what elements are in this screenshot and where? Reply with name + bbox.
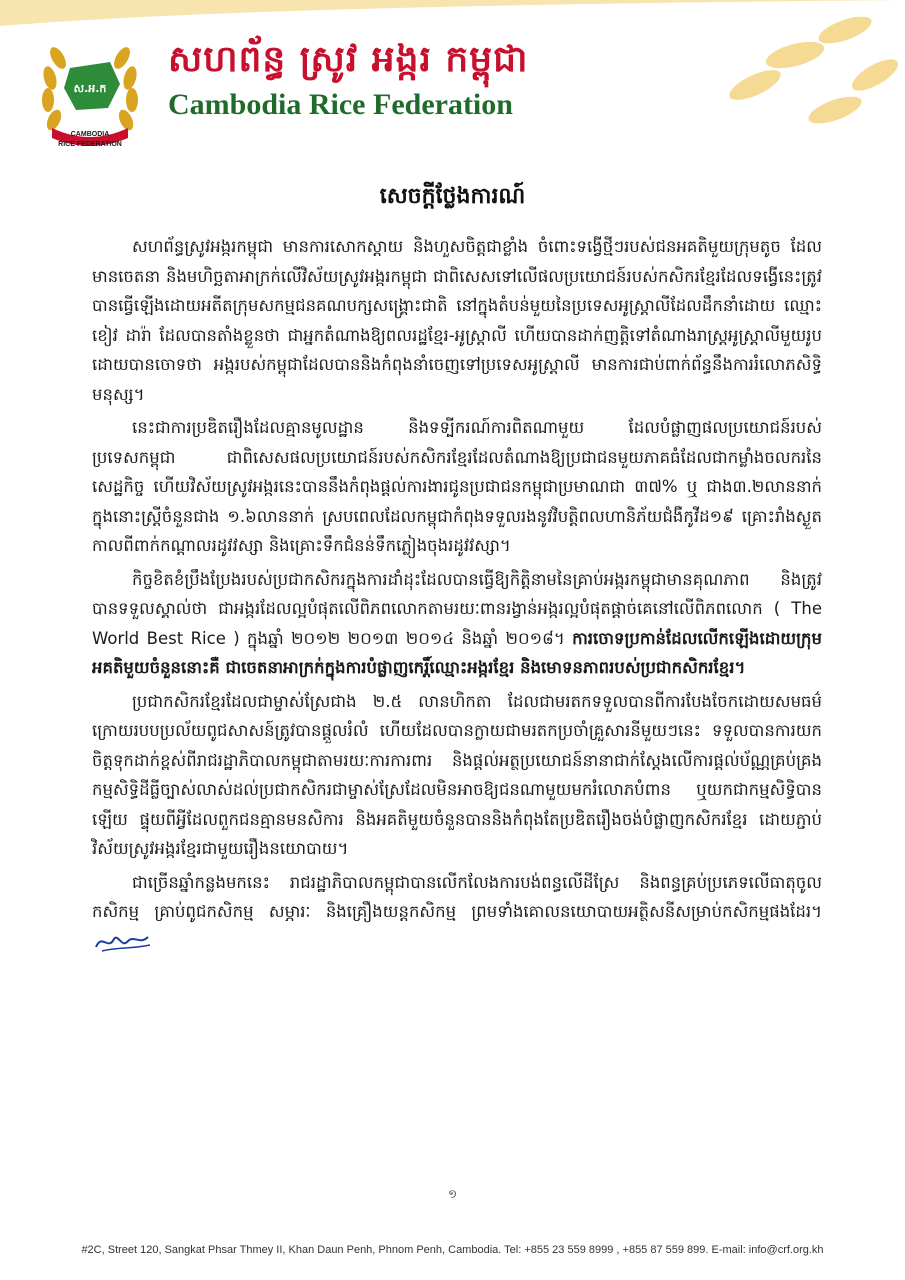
rice-stalk-decoration: [645, 0, 905, 150]
paragraph-3: [92, 565, 822, 683]
org-name-khmer: សហព័ន្ធ ស្រូវ អង្ករ កម្ពុជា: [168, 39, 529, 80]
document-title: សេចក្តីថ្លែងការណ៍: [379, 184, 526, 209]
paragraph-5-text: ជាច្រើនឆ្នាំកន្លងមកនេះ រាជរដ្ឋាភិបាលកម្ពុជាបានលើកលែងការបង់ពន្ធលើដីស្រែ និងពន្ធគ្រប់ប្រភេទលើធាតុចូលកសិកម្ម គ្រាប់ពូជកសិកម្ម សម្ភារៈ និងគ្រឿងយន្តកសិកម្ម ព្រមទាំងគោលនយោបាយអត្ថិសនីសម្រាប់កសិកម្មផងដែរ។: [92, 872, 822, 921]
signature-initial: [92, 929, 152, 955]
paragraph-3-bold-statement: ការចោទប្រកាន់ដែលលើកឡើងដោយក្រុមអគតិមួយចំនួននោះគឺ ជាចេតនាអាក្រក់ក្នុងការបំផ្លាញកេរ្តិ៍ឈ្មោះអង្ករខ្មែរ និងមោទនភាពរបស់ប្រជាកសិករខ្មែរ។: [92, 628, 822, 677]
org-name-english: Cambodia Rice Federation: [168, 88, 513, 121]
svg-text:RICE FEDERATION: RICE FEDERATION: [58, 141, 122, 148]
footer-address: #2C, Street 120, Sangkat Phsar Thmey II, Khan Daun Penh, Phnom Penh, Cambodia. Tel: +855 23 559 8999 , +855 87 559 899. E-mail: info@crf.org.kh: [81, 1244, 824, 1256]
paragraph-4: ប្រជាកសិករខ្មែរដែលជាម្ចាស់ស្រែជាង ២.៥ លានហិកតា ដែលជាមរតកទទួលបានពីការបែងចែកដោយសមធម៌ ក្រោយរបបប្រល័យពូជសាសន៍ត្រូវបានផ្តួលរំលំ ហើយដែលបានក្លាយជាមរតកប្រចាំគ្រួសារនីមួយៗនេះ ទទួលបានការយកចិត្តទុកដាក់ខ្ពស់ពីរាជរដ្ឋាភិបាលកម្ពុជាតាមរយៈការការពារ និងផ្តល់អត្ថប្រយោជន៍នានាជាក់ស្តែងលើការផ្តល់ប័ណ្ណគ្រប់គ្រងកម្មសិទ្ធិដីធ្លីច្បាស់លាស់ដល់ប្រជាកសិករជាម្ចាស់ស្រែដែលមិនអាចឱ្យជនណាមួយមករំលោភបំពាន ឬយកជាកម្មសិទ្ធិបានឡើយ ផ្ទុយពីអ្វីដែលពួកជនគ្មានមនសិការ និងអគតិមួយចំនួនបាននិងកំពុងតែប្រឌិតរឿងចង់បំផ្លាញកសិករខ្មែរ ដោយភ្ជាប់វិស័យស្រូវអង្ករខ្មែរជាមួយរឿងនយោបាយ។: [92, 691, 822, 858]
page-number: ១: [447, 1187, 458, 1201]
svg-text:ស.អ.ក: ស.អ.ក: [73, 82, 107, 95]
paragraph-2: នេះជាការប្រឌិតរឿងដែលគ្មានមូលដ្ឋាន និងទទ្បីករណ៍ការពិតណាមួយ ដែលបំផ្លាញផលប្រយោជន៍របស់ប្រទេសកម្ពុជា ជាពិសេសផលប្រយោជន៍របស់កសិករខ្មែរដែលតំណាងឱ្យប្រជាជនមួយភាគធំដែលជាកម្លាំងចលករនៃសេដ្ឋកិច្ច ហើយវិស័យស្រូវអង្ករនេះបាននឹងកំពុងផ្តល់ការងារជូនប្រជាជនកម្ពុជាប្រមាណជា ៣៧% ឬ ជាង៣.២លាននាក់ ក្នុងនោះស្ត្រីចំនួនជាង ១.៦លាននាក់ ស្របពេលដែលកម្ពុជាកំពុងទទួលរងនូវវិបត្តិពលហានិភ័យជំងឺកូវីដ១៩ គ្រោះរាំងស្ងួតកាលពីពាក់កណ្តាលរដូវវស្សា និងគ្រោះទឹកជំនន់ទឹកភ្លៀងចុងរដូវវស្សា។: [92, 418, 822, 555]
paragraph-1: សហព័ន្ធស្រូវអង្ករកម្ពុជា មានការសោកស្តាយ និងហួសចិត្តជាខ្លាំង ចំពោះទង្វើថ្មីៗរបស់ជនអគតិមួយក្រុមតូច ដែលមានចេតនា និងមហិច្ឆតាអាក្រក់លើវិស័យស្រូវអង្ករកម្ពុជា ជាពិសេសទៅលើផលប្រយោជន៍របស់កសិករខ្មែរដែលទង្វើនេះត្រូវបានធ្វើឡើងដោយអតីតក្រុមសកម្មជនគណបក្សសង្គ្រោះជាតិ នៅក្នុងតំបន់មួយនៃប្រទេសអូស្ត្រាលីដែលដឹកនាំដោយ ឈ្មោះ ខៀវ ដារ៉ា ដែលបានតាំងខ្លួនថា ជាអ្នកតំណាងឱ្យពលរដ្ឋខ្មែរ-អូស្ត្រាលី ហើយបានដាក់ញត្តិទៅតំណាងរាស្ត្រអូស្ត្រាលីមួយរូបដោយបានចោទថា អង្ករបស់កម្ពុជាដែលបាននិងកំពុងនាំចេញទៅប្រទេសអូស្ត្រាលី មានការជាប់ពាក់ព័ន្ធនឹងការរំលោភសិទ្ធិមនុស្ស។: [92, 237, 822, 404]
federation-logo: [30, 28, 150, 148]
paragraph-5: [92, 868, 822, 957]
svg-text:CAMBODIA: CAMBODIA: [70, 131, 110, 138]
letterhead: [0, 0, 905, 170]
document-body: [92, 232, 822, 960]
paragraph-3-text: កិច្ចខិតខំប្រឹងប្រែងរបស់ប្រជាកសិករក្នុងការដាំដុះដែលបានធ្វើឱ្យកិត្តិនាមនៃគ្រាប់អង្ករកម្ពុជាមានគុណភាព និងត្រូវបានទទួលស្គាល់ថា ជាអង្ករដែលល្អបំផុតលើពិភពលោកតាមរយៈពានរង្វាន់អង្ករល្អបំផុតផ្តាច់គេនៅលើពិភពលោក ( The World Best Rice ) ក្នុងឆ្នាំ ២០១២ ២០១៣ ២០១៤ និងឆ្នាំ ២០១៨។: [92, 569, 822, 648]
